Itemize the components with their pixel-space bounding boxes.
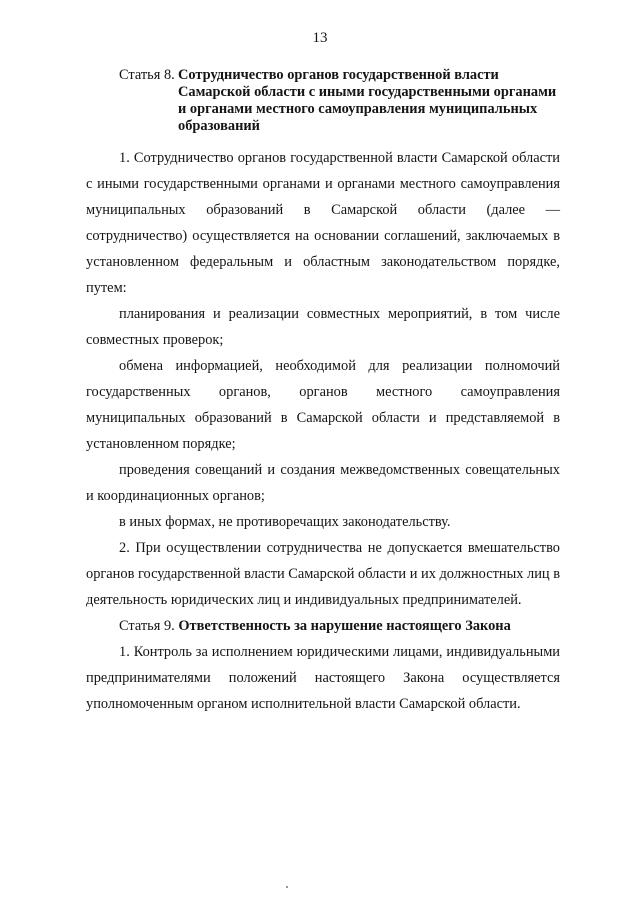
article-8-item-meetings: проведения совещаний и создания межведомственных совещательных и координационных органов; [86,462,560,504]
article-8-label: Статья 8. [119,67,175,83]
document-body [86,64,560,717]
article-8-item-other-forms: в иных формах, не противоречащих законодательству. [119,514,451,530]
scan-speck [286,886,288,888]
page-number: 13 [312,30,328,46]
article-9-paragraph-1: 1. Контроль за исполнением юридическими лицами, индивидуальными предпринимателями положений настоящего Закона осуществляется уполномоченным органом исполнительной власти Самарской области. [86,644,560,712]
article-9-heading [86,613,560,639]
article-8-heading [86,67,560,135]
article-9-title: Ответственность за нарушение настоящего Закона [178,618,511,634]
article-8-paragraph-1: 1. Сотрудничество органов государственной власти Самарской области с иными государственными органами и органами местного самоуправления муниципальных образований в Самарской области (далее — сотрудничество) осуществляется на основании соглашений, заключаемых в установленном федеральным и областным законодательством порядке, путем: [86,150,560,296]
article-8-item-information-exchange: обмена информацией, необходимой для реализации полномочий государственных органов, органов местного самоуправления муниципальных образований в Самарской области и представляемой в установленном порядке; [86,358,560,452]
article-8-paragraph-2: 2. При осуществлении сотрудничества не допускается вмешательство органов государственной власти Самарской области и их должностных лиц в деятельность юридических лиц и индивидуальных предпринимателей. [86,540,561,608]
article-8-title: Сотрудничество органов государственной власти Самарской области с иными государственными органами и органами местного самоуправления муниципальных образований [178,67,557,134]
article-9-label: Статья 9. [119,618,175,634]
article-8-item-joint-events: планирования и реализации совместных мероприятий, в том числе совместных проверок; [86,306,560,348]
